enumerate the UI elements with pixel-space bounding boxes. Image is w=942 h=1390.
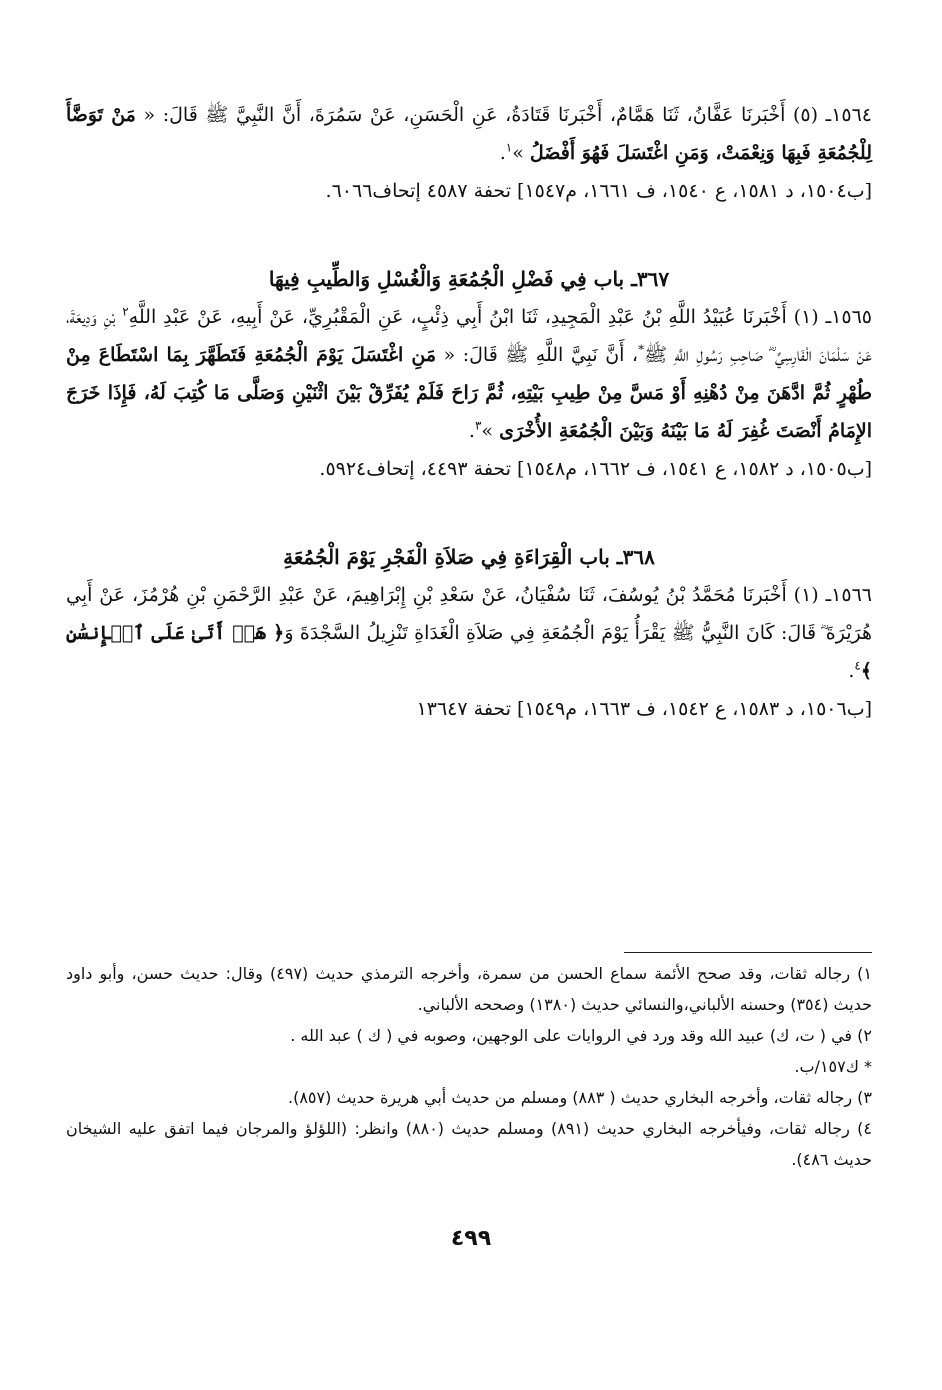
footnote-ref-1[interactable]: ١ xyxy=(505,140,513,155)
footnote-3: ٣) رجاله ثقات، وأخرجه البخاري حديث ( ٨٨٣) ومسلم من حديث أبي هريرة حديث (٨٥٧). xyxy=(288,1088,872,1107)
footnote-4: ٤) رجاله ثقات، وفيأخرجه البخاري حديث (٨٩١) ومسلم حديث (٨٨٠) وانظر: (اللؤلؤ والمرجان فيما اتفق عليه الشيخان حديث ٤٨٦). xyxy=(66,1119,872,1169)
hadith-1564-end: . xyxy=(499,142,506,164)
page-number: ٤٩٩ xyxy=(450,1226,492,1251)
footnote-ref-3[interactable]: ٣ xyxy=(474,418,482,433)
footnote-1: ١) رجاله ثقات، وقد صحح الأئمة سماع الحسن من سمرة، وأخرجه الترمذي حديث (٤٩٧) وقال: حديث حسن، وأبو داود حديث (٣٥٤) وحسنه الألباني،والنسائي حديث (١٣٨٠) وصححه الألباني. xyxy=(66,964,872,1014)
footnote-ref-star[interactable]: * xyxy=(638,342,645,357)
chapter-367-title: ٣٦٧ـ باب فِي فَضْلِ الْجُمُعَةِ وَالْغُسْلِ وَالطِّيبِ فِيهَا xyxy=(268,267,670,291)
hadith-1566-references: [ب١٥٠٦، د ١٥٨٣، ع ١٥٤٢، ف ١٦٦٣، م١٥٤٩] تحفة ١٣٦٤٧ xyxy=(416,698,872,720)
hadith-1566-text: ١٥٦٦ـ (١) أَخْبَرنَا مُحَمَّدُ بْنُ يُوسُفَ، ثَنَا سُفْيَانُ، عَنْ سَعْدِ بْنِ إِبْرَاهِيمَ، عَنْ عَبْدِ الرَّحْمَنِ بْنِ هُرْمُزَ، عَنْ أَبِي هُرَيْرَةَ ؓ قَالَ: كَانَ النَّبِيُّ ﷺ يَقْرَأُ يَوْمَ الْجُمُعَةِ فِي صَلاَةِ الْغَدَاةِ تَنْزِيلُ السَّجْدَةَ وَ xyxy=(66,584,873,644)
footnote-divider xyxy=(624,952,872,953)
hadith-1566 xyxy=(66,576,872,690)
hadith-1565-text-c: ، أَنَّ نَبِيَّ اللَّهِ ﷺ قَالَ: « xyxy=(443,344,639,366)
hadith-1565-references: [ب١٥٠٥، د ١٥٨٢، ع ١٥٤١، ف ١٦٦٢، م١٥٤٨] تحفة ٤٤٩٣، إتحاف٥٩٢٤. xyxy=(319,458,872,480)
hadith-1565-matn: مَنِ اغْتَسَلَ يَوْمَ الْجُمُعَةِ فَتَطَهَّرَ بِمَا اسْتَطَاعَ مِنْ طُهْرٍ ثُمَّ ادَّهَنَ مِنْ دُهْنِهِ أَوْ مَسَّ مِنْ طِيبِ بَيْتِهِ، ثُمَّ رَاحَ فَلَمْ يُفَرِّقْ بَيْنَ اثْنَيْنِ وَصَلَّى مَا كُتِبَ لَهُ، فَإِذَا خَرَجَ الإِمَامُ أَنْصَتَ غُفِرَ لَهُ مَا بَيْنَهُ وَبَيْنَ الْجُمُعَةِ الأُخْرَى xyxy=(66,344,872,442)
hadith-1564-matn: مَنْ تَوَضَّأَ لِلْجُمُعَةِ فَبِهَا وَنِعْمَتْ، وَمَنِ اغْتَسَلَ فَهُوَ أَفْضَلُ xyxy=(66,104,872,164)
hadith-1565-end: . xyxy=(468,420,475,442)
quran-verse: ﴿ هَلۡ أَتَىٰ عَلَى ٱلۡإِنسَٰنِ ﴾ xyxy=(66,622,872,682)
hadith-1565-text: ١٥٦٥ـ (١) أَخْبَرنَا عُبَيْدُ اللَّهِ بْنُ عَبْدِ الْمَجِيدِ، ثَنَا ابْنُ أَبِي ذِئْبٍ، عَنِ الْمَقْبُرِيِّ، عَنْ أَبِيهِ، عَنْ عَبْدِ اللَّهِ xyxy=(128,306,872,328)
hadith-1565-text-b: بْنِ وَدِيعَةَ، عَنْ سَلْمَانَ الْفَارِسِيِّ ؓ صَاحِبِ رَسُولِ اللَّهِ ﷺ xyxy=(66,306,872,366)
hadith-1565-close: » xyxy=(481,420,494,442)
hadith-1564-references: [ب١٥٠٤، د ١٥٨١، ع ١٥٤٠، ف ١٦٦١، م١٥٤٧] تحفة ٤٥٨٧ إتحاف٦٠٦٦. xyxy=(325,180,872,202)
hadith-1564-close: » xyxy=(512,142,524,164)
page-body xyxy=(66,96,872,1390)
hadith-1566-end: . xyxy=(848,660,855,682)
hadith-1564 xyxy=(66,96,872,172)
chapter-368-title: ٣٦٨ـ باب الْقِرَاءَةِ فِي صَلاَةِ الْفَجْرِ يَوْمَ الْجُمُعَةِ xyxy=(283,545,655,569)
footnote-2: ٢) في ( ت، ك) عبيد الله وقد ورد في الروايات على الوجهين، وصوبه في ( ك ) عبد الله . xyxy=(290,1026,872,1045)
footnote-star: * ك١٥٧/ب. xyxy=(794,1057,872,1076)
footnotes xyxy=(66,958,872,1175)
footnote-ref-4[interactable]: ٤ xyxy=(854,658,861,673)
footnote-ref-2[interactable]: ٢ xyxy=(122,304,129,319)
hadith-1565 xyxy=(66,298,872,450)
hadith-1564-text: ١٥٦٤ـ (٥) أَخْبَرنَا عَفَّانُ، ثَنَا هَمَّامٌ، أَخْبَرنَا قَتَادَةُ، عَنِ الْحَسَنِ، عَنْ سَمُرَةَ، أَنَّ النَّبِيَّ ﷺ قَالَ: « xyxy=(143,104,873,126)
